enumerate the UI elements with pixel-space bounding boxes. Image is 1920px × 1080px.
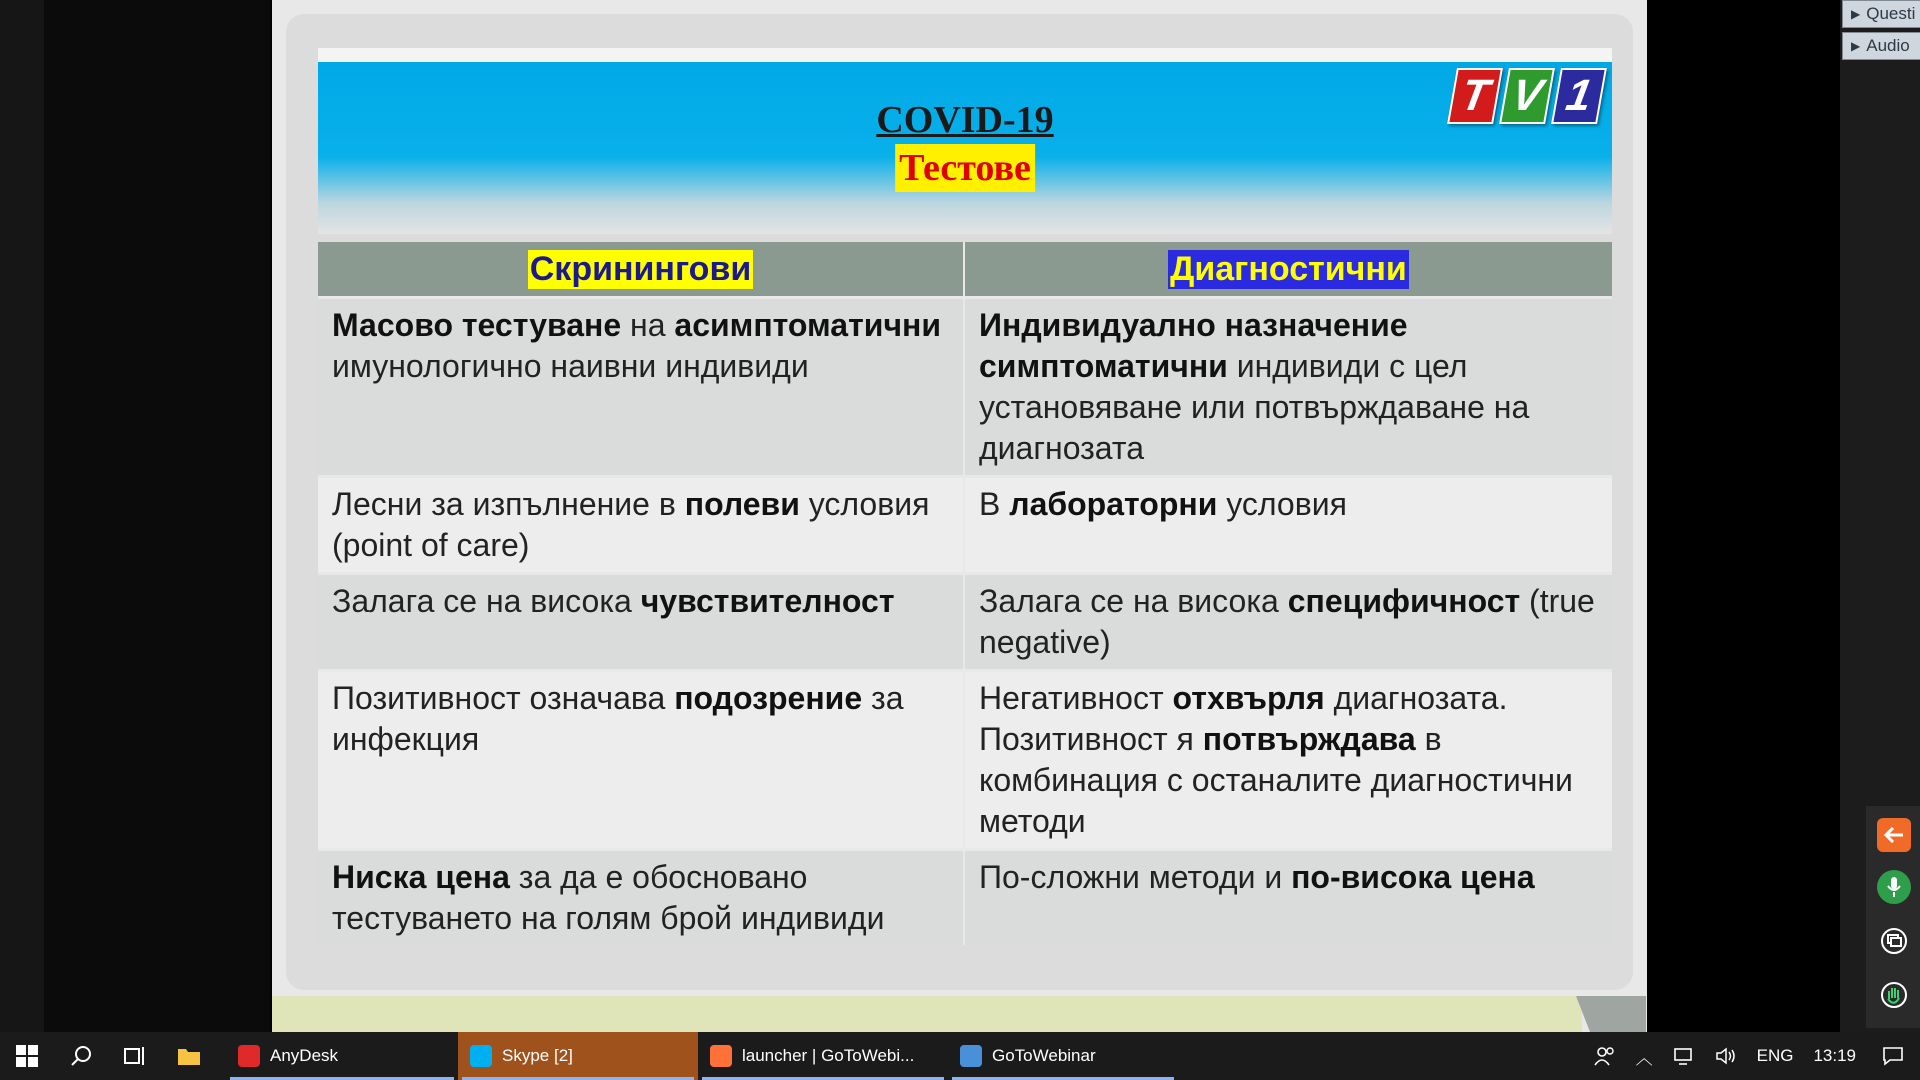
bold-text: Ниска цена (332, 859, 510, 895)
cell-text: По-сложни методи и (979, 859, 1292, 895)
bold-text: отхвърля (1172, 680, 1325, 716)
cell-text: диагнозата. Позитивност я (979, 680, 1508, 757)
questions-tab-label: Questi (1866, 4, 1916, 23)
cell-text: Лесни за изпълнение в (332, 486, 685, 522)
slide-subtitle: Тестове (895, 144, 1035, 192)
input-language[interactable]: ENG (1756, 1046, 1794, 1065)
screening-cell (318, 478, 965, 572)
left-strip (0, 0, 44, 1032)
presentation-slide (272, 0, 1647, 1032)
table-row (318, 848, 1612, 945)
folder-icon (177, 1046, 201, 1066)
diagnostic-cell (965, 299, 1612, 475)
network-icon (1673, 1047, 1695, 1065)
cell-text: условия (point of care) (332, 486, 930, 563)
collapse-arrow-button[interactable] (1877, 818, 1911, 852)
firefox-icon (710, 1045, 732, 1067)
slide-bottom-band (272, 996, 1582, 1032)
cell-text: (true negative) (979, 583, 1595, 660)
cell-text: за инфекция (332, 680, 904, 757)
diagnostic-cell (965, 672, 1612, 848)
show-hidden-icons-button[interactable] (1626, 1032, 1663, 1080)
bold-text: лабораторни (1009, 486, 1218, 522)
table-row (318, 475, 1612, 572)
table-row (318, 296, 1612, 475)
logo-letter-v: V (1499, 68, 1555, 124)
cell-text: индивиди с цел установяване или потвърждаване на диагнозата (979, 348, 1530, 466)
column-label-screening: Скринингови (529, 249, 752, 288)
column-label-diagnostic: Диагностични (1170, 249, 1407, 288)
bold-text: Масово тестуване (332, 307, 622, 343)
audio-tab-label: Audio (1866, 36, 1910, 55)
cell-text: имунологично наивни индивиди (332, 348, 809, 384)
task-view-icon (123, 1045, 147, 1067)
cell-text: Залага се на висока (332, 583, 641, 619)
diagnostic-cell (965, 851, 1612, 945)
action-center-button[interactable] (1866, 1032, 1920, 1080)
slide-banner (318, 62, 1612, 234)
task-view-button[interactable] (108, 1032, 162, 1080)
cell-text: условия (1217, 486, 1347, 522)
taskbar-app-gotowebinar[interactable] (948, 1032, 1178, 1080)
diagnostic-cell (965, 575, 1612, 669)
bold-text: полеви (684, 486, 800, 522)
skype-icon (470, 1045, 492, 1067)
taskbar-app-launcher-gotowebi[interactable] (698, 1032, 948, 1080)
search-button[interactable] (54, 1032, 108, 1080)
taskbar-app-skype-2[interactable] (458, 1032, 698, 1080)
screen-share-icon (1880, 928, 1908, 954)
bold-text: симптоматични (979, 348, 1228, 384)
table-body (318, 296, 1612, 945)
slide-corner (1576, 996, 1646, 1032)
file-explorer-button[interactable] (162, 1032, 216, 1080)
cell-text: Позитивност означава (332, 680, 675, 716)
taskbar-app-label: AnyDesk (270, 1046, 339, 1065)
chevron-up-icon: ︿ (1635, 1048, 1653, 1068)
people-button[interactable] (1584, 1032, 1626, 1080)
webinar-control-panel (1866, 806, 1920, 1028)
clock[interactable]: 13:19 (1813, 1046, 1856, 1065)
cell-text: за да е обосновано тестуването на голям брой индивиди (332, 859, 885, 936)
questions-tab[interactable] (1842, 0, 1920, 28)
cell-text: В (979, 486, 1010, 522)
left-black-area (0, 0, 270, 1032)
slide-title: COVID-19 (876, 99, 1054, 141)
table-header (318, 242, 1612, 296)
arrow-left-icon (1884, 827, 1904, 843)
microphone-button[interactable] (1877, 870, 1911, 904)
anydesk-icon (238, 1045, 260, 1067)
cell-text: в комбинация с останалите диагностични методи (979, 721, 1573, 839)
search-icon (70, 1045, 92, 1067)
windows-logo-icon (16, 1045, 38, 1067)
bold-text: по-висока цена (1291, 859, 1535, 895)
column-header-diagnostic (965, 242, 1612, 296)
taskbar-app-label: GoToWebinar (992, 1046, 1096, 1065)
table-row (318, 572, 1612, 669)
system-tray (1584, 1032, 1920, 1080)
volume-button[interactable] (1705, 1032, 1747, 1080)
column-header-screening (318, 242, 965, 296)
network-button[interactable] (1663, 1032, 1705, 1080)
bold-text: специфичност (1287, 583, 1521, 619)
taskbar-apps (226, 1032, 1178, 1080)
screen-share-button[interactable] (1877, 924, 1911, 958)
taskbar-app-anydesk[interactable] (226, 1032, 458, 1080)
windows-taskbar (0, 1032, 1920, 1080)
expand-arrow-icon: ▶ (1851, 7, 1861, 21)
banner-top-line (318, 48, 1612, 62)
logo-digit-1: 1 (1551, 68, 1607, 124)
screening-cell (318, 672, 965, 848)
expand-arrow-icon: ▶ (1851, 39, 1861, 53)
people-icon (1594, 1046, 1616, 1066)
screening-cell (318, 575, 965, 669)
tv1-logo (1447, 68, 1607, 124)
hand-icon (1880, 981, 1908, 1009)
raise-hand-button[interactable] (1877, 978, 1911, 1012)
bold-text: подозрение (674, 680, 863, 716)
audio-tab[interactable] (1842, 32, 1920, 60)
speaker-icon (1715, 1047, 1737, 1065)
cell-text: Негативност (979, 680, 1173, 716)
bold-text: Индивидуално назначение (979, 307, 1408, 343)
taskbar-app-label: launcher | GoToWebi... (742, 1046, 915, 1065)
bold-text: асимптоматични (674, 307, 942, 343)
comparison-table (318, 242, 1612, 945)
bold-text: потвърждава (1202, 721, 1416, 757)
gotowebinar-icon (960, 1045, 982, 1067)
bold-text: чувствителност (640, 583, 895, 619)
taskbar-app-label: Skype [2] (502, 1046, 573, 1065)
start-button[interactable] (0, 1032, 54, 1080)
logo-letter-t: T (1447, 68, 1503, 124)
notification-icon (1882, 1046, 1904, 1066)
microphone-icon (1886, 876, 1902, 898)
screening-cell (318, 851, 965, 945)
cell-text: Залага се на висока (979, 583, 1288, 619)
table-row (318, 669, 1612, 848)
screening-cell (318, 299, 965, 475)
cell-text: на (621, 307, 675, 343)
diagnostic-cell (965, 478, 1612, 572)
